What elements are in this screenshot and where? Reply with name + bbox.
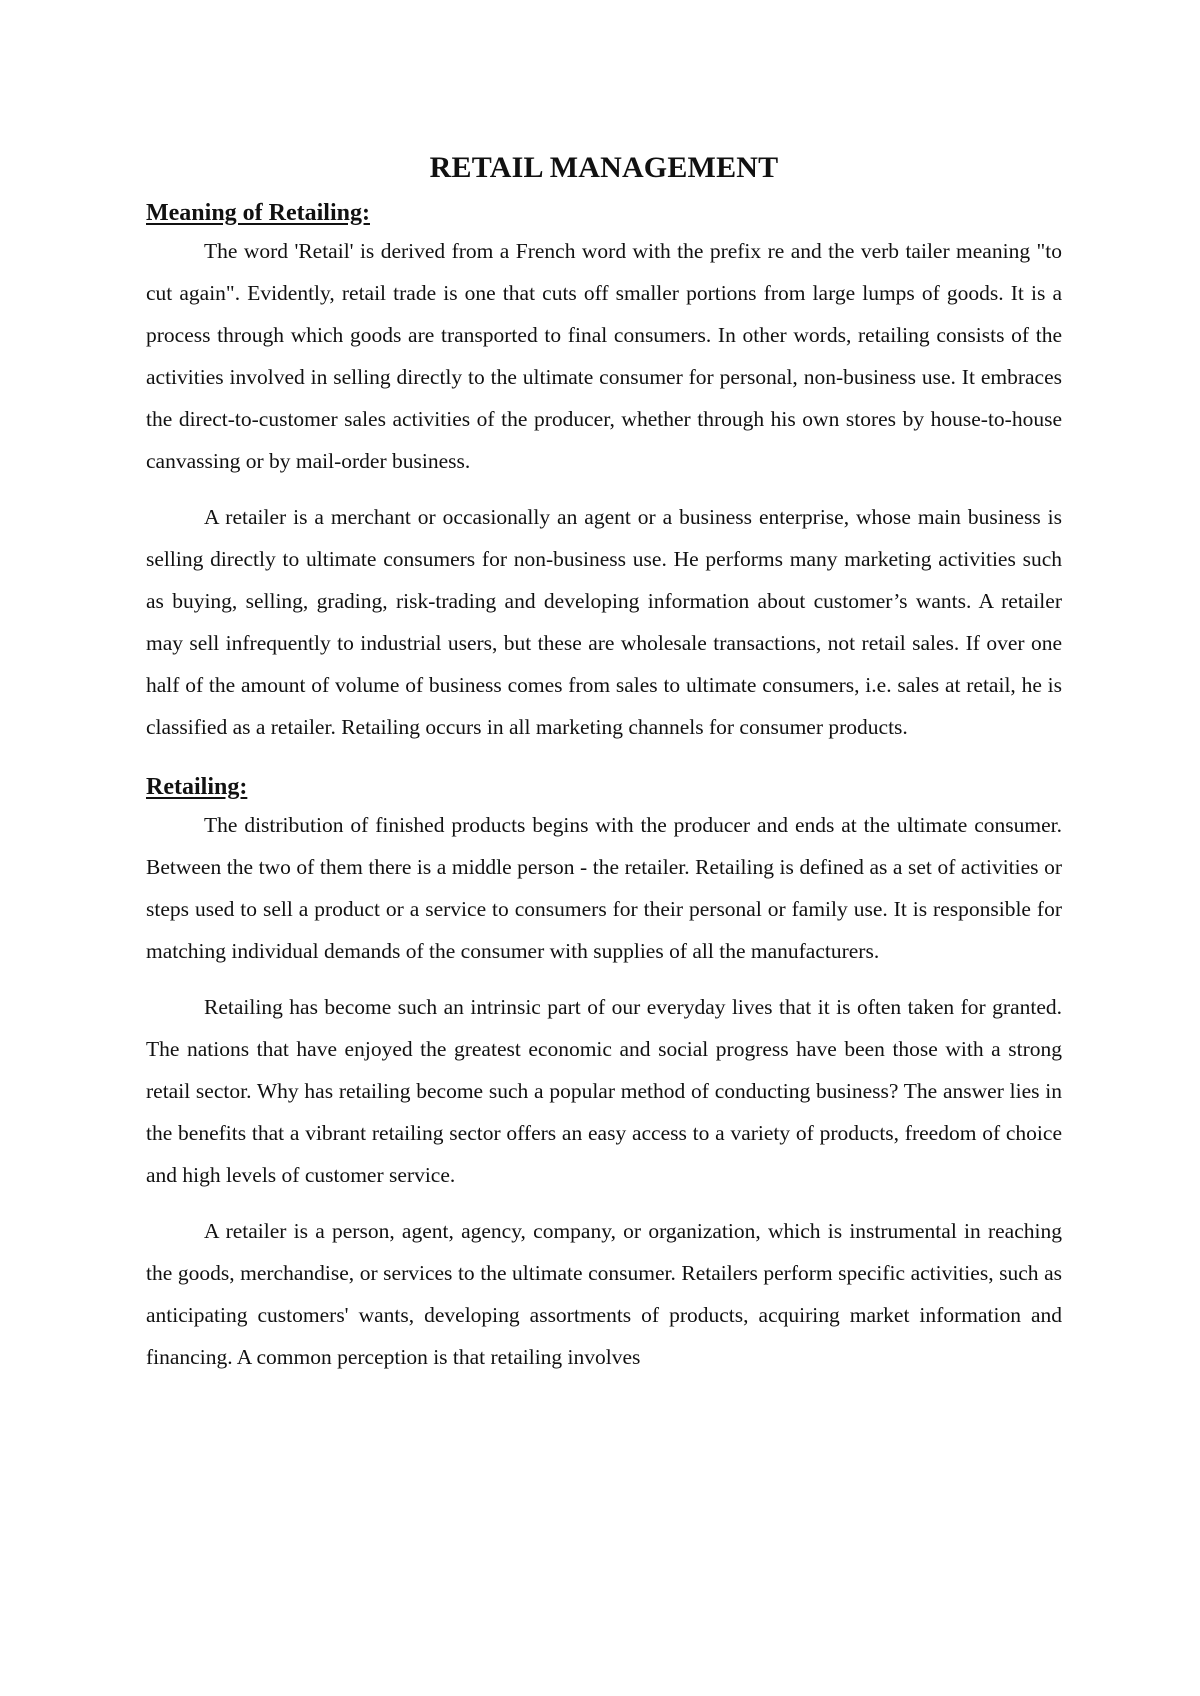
section-heading-meaning-of-retailing: Meaning of Retailing: bbox=[146, 200, 370, 226]
paragraph: A retailer is a merchant or occasionally an agent or a business enterprise, whose main business is selling directly to ultimate consumers for non-business use. He performs many marketing activities such as buying, selling, grading, risk-trading and developing information about customer’s wants. A retailer may sell infrequently to industrial users, but these are wholesale transactions, not retail sales. If over one half of the amount of volume of business comes from sales to ultimate consumers, i.e. sales at retail, he is classified as a retailer. Retailing occurs in all marketing channels for consumer products. bbox=[146, 505, 1062, 739]
paragraph: The word 'Retail' is derived from a French word with the prefix re and the verb tailer meaning "to cut again". Evidently, retail trade is one that cuts off smaller portions from large lumps of goods. It is a process through which goods are transported to final consumers. In other words, retailing consists of the activities involved in selling directly to the ultimate consumer for personal, non-business use. It embraces the direct-to-customer sales activities of the producer, whether through his own stores by house-to-house canvassing or by mail-order business. bbox=[146, 239, 1062, 473]
paragraph: A retailer is a person, agent, agency, company, or organization, which is instrumental in reaching the goods, merchandise, or services to the ultimate consumer. Retailers perform specific activities, such as anticipating customers' wants, developing assortments of products, acquiring market information and financing. A common perception is that retailing involves bbox=[146, 1219, 1062, 1369]
paragraph: Retailing has become such an intrinsic part of our everyday lives that it is often taken for granted. The nations that have enjoyed the greatest economic and social progress have been those with a strong retail sector. Why has retailing become such a popular method of conducting business? The answer lies in the benefits that a vibrant retailing sector offers an easy access to a variety of products, freedom of choice and high levels of customer service. bbox=[146, 995, 1062, 1187]
section-heading-retailing: Retailing: bbox=[146, 774, 248, 800]
page-content bbox=[146, 148, 1062, 1378]
paragraph: The distribution of finished products begins with the producer and ends at the ultimate consumer. Between the two of them there is a middle person - the retailer. Retailing is defined as a set of activities or steps used to sell a product or a service to consumers for their personal or family use. It is responsible for matching individual demands of the consumer with supplies of all the manufacturers. bbox=[146, 813, 1062, 963]
page-title: RETAIL MANAGEMENT bbox=[429, 151, 779, 184]
